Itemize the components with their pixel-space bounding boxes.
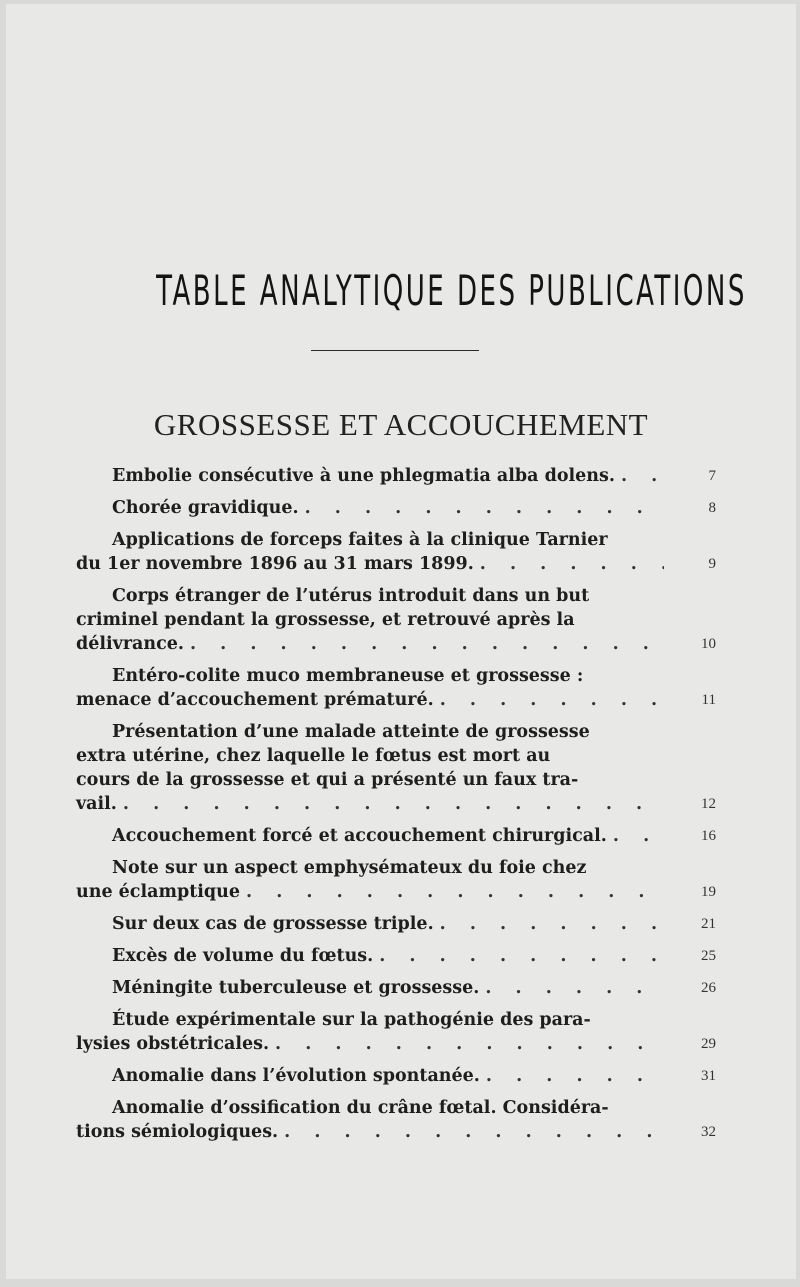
toc-entry-text: Chorée gravidique. [112, 498, 299, 518]
toc-entry-text: Corps étranger de l’utérus introduit dans un but [112, 586, 590, 606]
toc-entry [76, 584, 716, 656]
toc-entry [76, 944, 716, 968]
toc-page-number: 12 [701, 796, 716, 812]
toc-entry-text: une éclamptique [76, 882, 241, 902]
toc-entry [76, 912, 716, 936]
toc-entry-text: lysies obstétricales. [76, 1034, 270, 1054]
toc-entry [76, 856, 716, 904]
toc-entry-text: Entéro-colite muco membraneuse et grossesse : [112, 666, 584, 686]
toc-entry-text: Anomalie d’ossification du crâne fœtal. Considéra- [112, 1098, 609, 1118]
toc-entry [76, 824, 716, 848]
table-of-contents [76, 464, 716, 1152]
toc-entry-text: Excès de volume du fœtus. [112, 946, 374, 966]
toc-entry-text: Méningite tuberculeuse et grossesse. [112, 978, 480, 998]
toc-entry-text: Sur deux cas de grossesse triple. [112, 914, 434, 934]
toc-page-number: 32 [701, 1124, 716, 1140]
toc-page-number: 26 [701, 980, 716, 996]
toc-entry-text: extra utérine, chez laquelle le fœtus est mort au [76, 746, 551, 766]
toc-entry-text: Applications de forceps faites à la clinique Tarnier [112, 530, 608, 550]
toc-entry [76, 664, 716, 712]
toc-entry-text: menace d’accouchement prématuré. [76, 690, 434, 710]
dot-leader [434, 688, 664, 712]
dot-leader [184, 632, 664, 656]
title-divider [311, 350, 479, 351]
toc-page-number: 10 [701, 636, 716, 652]
toc-page-number: 19 [701, 884, 716, 900]
page-title: TABLE ANALYTIQUE DES PUBLICATIONS [156, 266, 747, 315]
dot-leader [607, 824, 664, 848]
dot-leader [373, 944, 664, 968]
toc-entry-text: délivrance. [76, 634, 184, 654]
toc-entry-text: Anomalie dans l’évolution spontanée. [112, 1066, 480, 1086]
toc-page-number: 16 [701, 828, 716, 844]
dot-leader [240, 880, 664, 904]
toc-entry-text: Présentation d’une malade atteinte de grossesse [112, 722, 590, 742]
document-page [6, 4, 796, 1279]
toc-entry-text: Note sur un aspect emphysémateux du foie chez [112, 858, 587, 878]
toc-page-number: 8 [708, 500, 716, 516]
toc-page-number: 21 [701, 916, 716, 932]
toc-page-number: 29 [701, 1036, 716, 1052]
toc-entry [76, 1008, 716, 1056]
dot-leader [479, 976, 664, 1000]
section-heading: GROSSESSE ET ACCOUCHEMENT [153, 407, 649, 442]
toc-entry-text: Embolie consécutive à une phlegmatia alba dolens. [112, 466, 615, 486]
toc-entry-text: du 1er novembre 1896 au 31 mars 1899. [76, 554, 474, 574]
toc-entry [76, 496, 716, 520]
dot-leader [269, 1032, 664, 1056]
toc-entry-text: Accouchement forcé et accouchement chirurgical. [112, 826, 607, 846]
dot-leader [299, 496, 664, 520]
toc-entry [76, 976, 716, 1000]
toc-entry-text: vail. [76, 794, 117, 814]
toc-entry-text: criminel pendant la grossesse, et retrouvé après la [76, 610, 575, 630]
toc-page-number: 31 [701, 1068, 716, 1084]
toc-page-number: 9 [708, 556, 716, 572]
dot-leader [434, 912, 664, 936]
dot-leader [615, 464, 664, 488]
toc-entry-text: Étude expérimentale sur la pathogénie des para- [112, 1010, 591, 1030]
toc-entry [76, 528, 716, 576]
toc-entry-text: cours de la grossesse et qui a présenté un faux tra- [76, 770, 579, 790]
toc-entry [76, 720, 716, 816]
dot-leader [278, 1120, 664, 1144]
toc-page-number: 11 [701, 692, 716, 708]
toc-entry-text: tions sémiologiques. [76, 1122, 279, 1142]
toc-entry [76, 1096, 716, 1144]
dot-leader [117, 792, 664, 816]
dot-leader [480, 1064, 664, 1088]
dot-leader [474, 552, 664, 576]
toc-entry [76, 1064, 716, 1088]
toc-entry [76, 464, 716, 488]
toc-page-number: 25 [701, 948, 716, 964]
toc-page-number: 7 [708, 468, 716, 484]
